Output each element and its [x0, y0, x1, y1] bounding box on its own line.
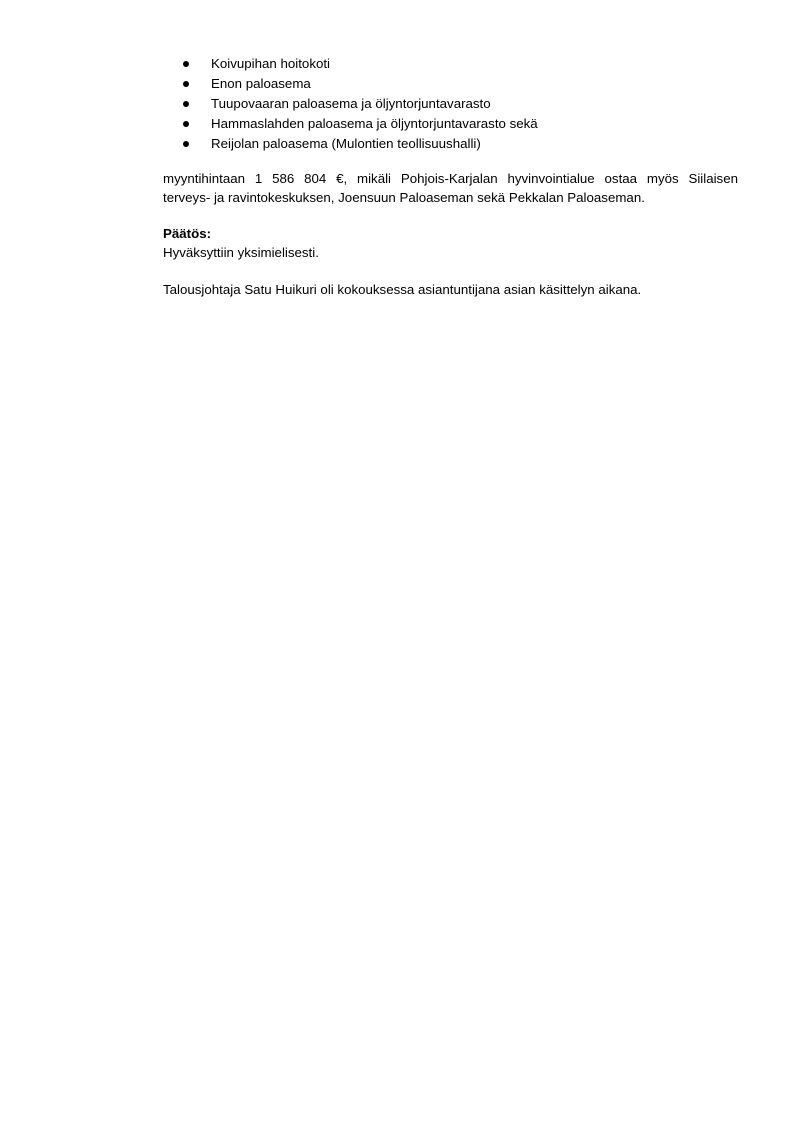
list-item-text: Enon paloasema: [211, 76, 311, 91]
bullet-icon: [183, 81, 189, 87]
list-item: [163, 114, 743, 134]
list-item: [163, 54, 743, 74]
bullet-icon: [183, 61, 189, 67]
sale-price-line-2: terveys- ja ravintokeskuksen, Joensuun Paloaseman sekä Pekkalan Paloaseman.: [163, 190, 645, 205]
bullet-icon: [183, 121, 189, 127]
property-list: [163, 54, 743, 154]
list-item-text: Reijolan paloasema (Mulontien teollisuushalli): [211, 136, 481, 151]
list-item: [163, 74, 743, 94]
list-item-text: Tuupovaaran paloasema ja öljyntorjuntavarasto: [211, 96, 491, 111]
sale-price-line-1: myyntihintaan 1 586 804 €, mikäli Pohjois-Karjalan hyvinvointialue ostaa myös Siilaisen: [163, 171, 738, 186]
decision-text: Hyväksyttiin yksimielisesti.: [163, 245, 319, 260]
bullet-icon: [183, 101, 189, 107]
sale-price-paragraph: [163, 169, 738, 207]
list-item: [163, 94, 743, 114]
list-item-text: Koivupihan hoitokoti: [211, 56, 331, 71]
bullet-icon: [183, 141, 189, 147]
list-item: [163, 134, 743, 154]
expert-note: Talousjohtaja Satu Huikuri oli kokouksessa asiantuntijana asian käsittelyn aikana.: [163, 282, 642, 297]
list-item-text: Hammaslahden paloasema ja öljyntorjuntavarasto sekä: [211, 116, 538, 131]
decision-heading: Päätös:: [163, 226, 212, 241]
